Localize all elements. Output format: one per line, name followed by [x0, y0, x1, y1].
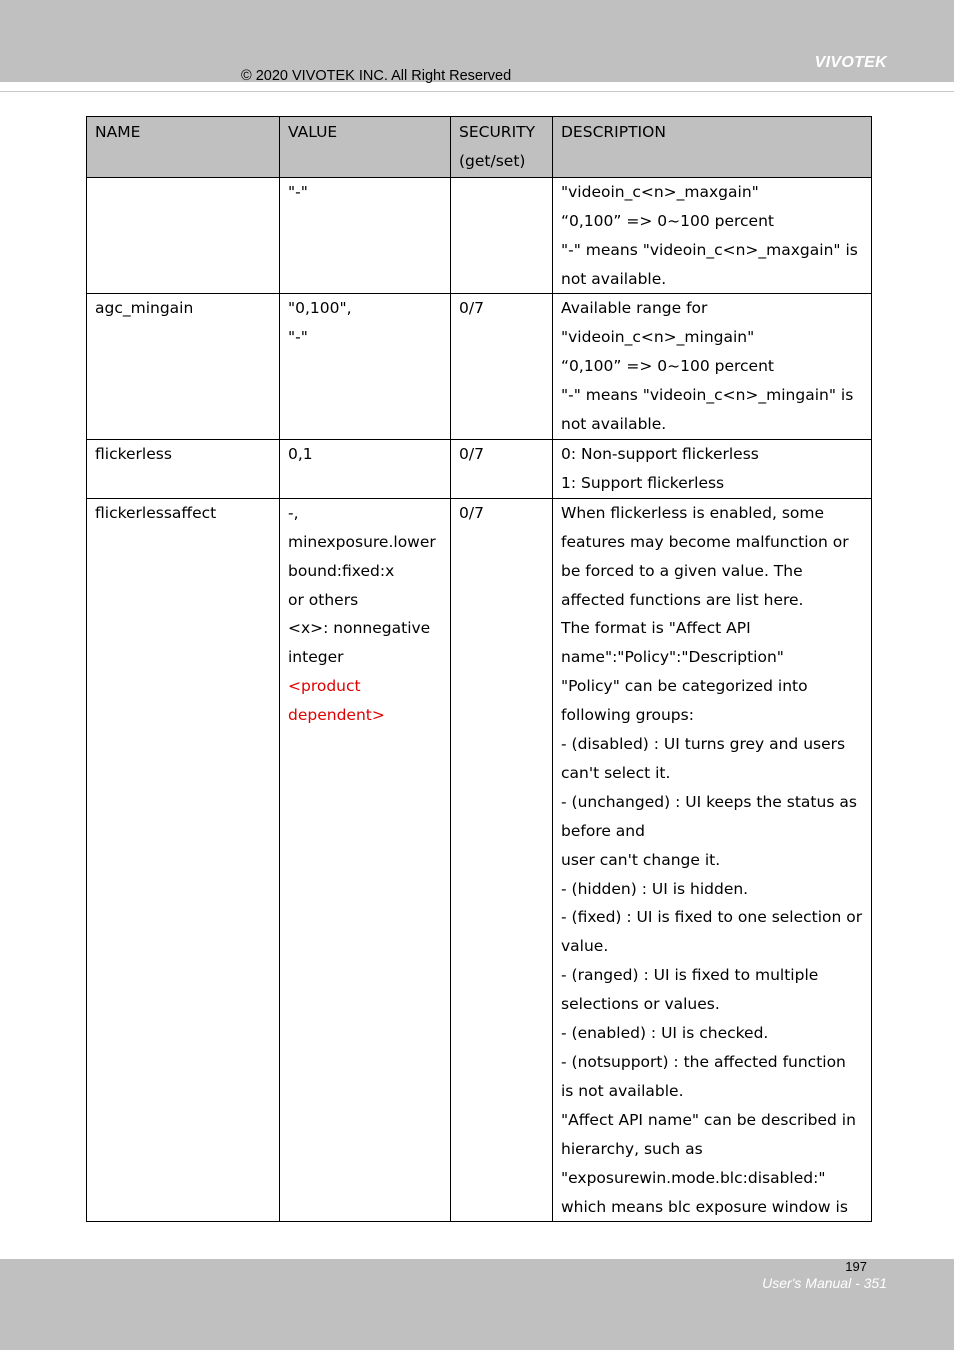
page-number: 197: [845, 1259, 867, 1274]
copyright-notice: © 2020 VIVOTEK INC. All Right Reserved: [241, 68, 512, 84]
column-header-name: [87, 117, 280, 178]
product-dependent-note: dependent>: [288, 706, 385, 725]
cell-description: Available range for "videoin_c<n>_mingain" “0,100” => 0~100 percent "-" means "videoin_c<n>_mingain" is not available.: [553, 294, 872, 440]
header-divider: [0, 91, 954, 92]
cell-value: "0,100", "-": [280, 294, 451, 440]
header-name-label: NAME: [95, 123, 141, 141]
header-value-label: VALUE: [288, 123, 338, 141]
header-security-label: SECURITY: [459, 123, 536, 141]
table-row: [87, 498, 872, 1222]
column-header-description: [553, 117, 872, 178]
cell-name: flickerlessaffect: [87, 498, 280, 1222]
cell-name: agc_mingain: [87, 294, 280, 440]
parameter-table: [86, 116, 872, 1222]
cell-value: 0,1: [280, 439, 451, 498]
cell-security: 0/7: [451, 439, 553, 498]
cell-description: When flickerless is enabled, some features may become malfunction or be forced to a given value. The affected functions are list here. The format is "Affect API name":"Policy":"Description" "Policy" can be categorized into following groups: - (disabled) : UI turns grey and users can't select it. - (unchanged) : UI keeps the status as before and user can't change it. - (hidden) : UI is hidden. - (fixed) : UI is fixed to one selection or value. - (ranged) : UI is fixed to multiple selections or values. - (enabled) : UI is checked. - (notsupport) : the affected function is not available. "Affect API name" can be described in hierarchy, such as "exposurewin.mode.blc:disabled:" which means blc exposure window is: [553, 498, 872, 1222]
cell-name: flickerless: [87, 439, 280, 498]
cell-description: 0: Non-support flickerless 1: Support flickerless: [553, 439, 872, 498]
table-row: [87, 294, 872, 440]
cell-value: -, minexposure.lower bound:fixed:x or others <x>: nonnegative integer <product dependent>: [280, 498, 451, 1222]
column-header-security: [451, 117, 553, 178]
table-header-row: [87, 117, 872, 178]
cell-name: [87, 177, 280, 294]
table-row: [87, 177, 872, 294]
cell-value: "-": [280, 177, 451, 294]
manual-page-label: User's Manual - 351: [762, 1275, 887, 1291]
cell-security: 0/7: [451, 498, 553, 1222]
table-row: [87, 439, 872, 498]
cell-security: [451, 177, 553, 294]
cell-security: 0/7: [451, 294, 553, 440]
footer-band: [0, 1259, 954, 1350]
brand-logo-text: VIVOTEK: [814, 54, 887, 71]
product-dependent-note: <product: [288, 677, 361, 696]
cell-description: "videoin_c<n>_maxgain" “0,100” => 0~100 percent "-" means "videoin_c<n>_maxgain" is not available.: [553, 177, 872, 294]
column-header-value: [280, 117, 451, 178]
header-security-sub-label: (get/set): [459, 151, 526, 170]
header-description-label: DESCRIPTION: [561, 123, 666, 141]
